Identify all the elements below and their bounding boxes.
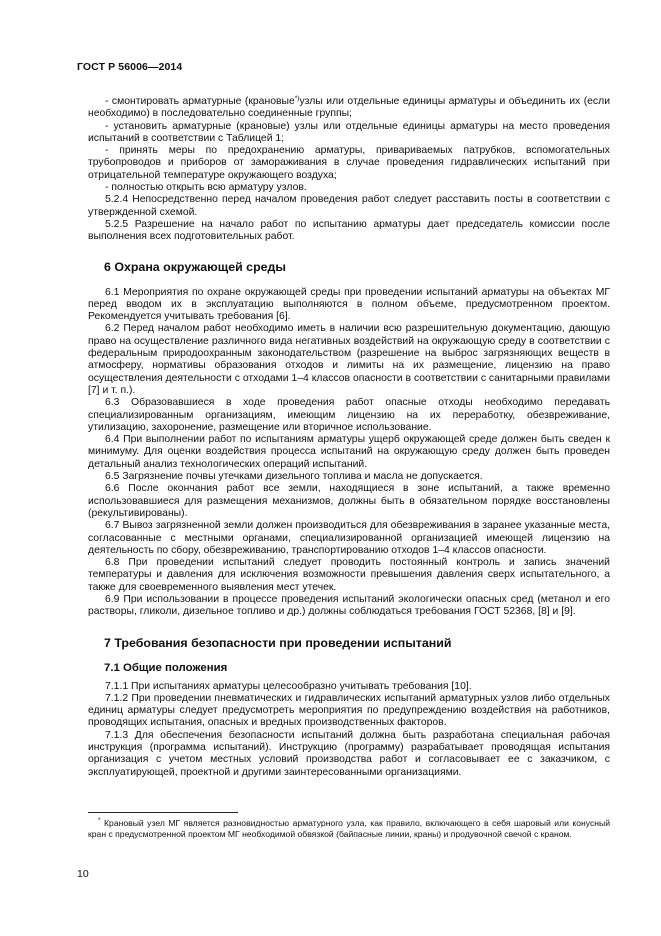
clause-7-1-2: 7.1.2 При проведении пневматических и гидравлических испытаний арматурных узлов либо отдельных единиц арматуры следует предусмотреть мероприятия по предупреждению воздействия на работников, проводящих испытания, опасных и вредных производственных факторов. [88,692,610,729]
clause-6-7: 6.7 Вывоз загрязненной земли должен производиться для обезвреживания в заранее указанные места, согласованные с местными органами, специализированной организацией имеющей лицензию на деятельность по сбору, обезвреживанию, транспортированию отходов 1–4 классов опасности. [88,520,610,556]
footnote-marker: *) [294,95,300,102]
intro-paragraph-2: - установить арматурные (крановые) узлы или отдельные единицы арматуры на место проведения испытаний в соответствии с Таблицей 1; [88,120,610,144]
intro-paragraph-1: - смонтировать арматурные (крановые*)узлы или отдельные единицы арматуры и объединить их (если необходимо) в последовательно соединенные группы; [88,95,610,120]
section-7-title: 7 Требования безопасности при проведении испытаний [104,635,452,650]
footnote [88,818,610,840]
clause-6-4: 6.4 При выполнении работ по испытаниям арматуры ущерб окружающей среде должен быть сведен к минимуму. Для оценки воздействия процесса испытаний на окружающую среду должен быть проведен детальный анализ технологических операций испытаний. [88,434,610,470]
intro-paragraph-3: - принять меры по предохранению арматуры, привариваемых патрубков, вспомогательных трубопроводов и приборов от замораживания в случае проведения гидравлических испытаний при отрицательной температуре окружающего воздуха; [88,145,610,181]
intro-paragraph-4: - полностью открыть всю арматуру узлов. [105,182,307,194]
clause-7-1-3: 7.1.3 Для обеспечения безопасности испытаний должна быть разработана специальная рабочая инструкция (программа испытаний). Инструкцию (программу) разрабатывает проводящая испытания организация с учетом местных условий производства работ и согласовывает ее с заказчиком, с эксплуатирующей, проектной и другими заинтересованными организациями. [88,729,610,778]
section-6-title: 6 Охрана окружающей среды [104,259,286,274]
clause-5-2-4: 5.2.4 Непосредственно перед началом проведения работ следует расставить посты в соответствии с утвержденной схемой. [88,194,610,218]
clause-6-9: 6.9 При использовании в процессе проведения испытаний экологически опасных сред (метанол и его растворы, гликоли, дизельное топливо и др.) должны соблюдаться требования ГОСТ 52368, [8] и [9]. [88,593,610,618]
clause-6-8: 6.8 При проведении испытаний следует проводить постоянный контроль и запись значений температуры и давления для исключения возможности превышения давления сверх испытательного, а также для своевременного выявления мест утечек. [88,557,610,593]
footnote-divider [88,812,238,813]
clause-6-1: 6.1 Мероприятия по охране окружающей среды при проведении испытаний арматуры на объектах МГ перед вводом их в эксплуатацию выполняются в полном объеме, предусмотренном проектом. Рекомендуется учитывать требования [6]. [88,286,610,323]
clause-6-2: 6.2 Перед началом работ необходимо иметь в наличии всю разрешительную документацию, дающую право на осуществление различного вида негативных воздействий на окружающую среду в соответствии с федеральным природоохранным законодательством (разрешение на выброс загрязняющих веществ в атмосферу, нормативы образования отходов и лимиты на их размещение, лицензию на право осуществления деятельности с отходами 1–4 классов опасности в соответствии с санитарными правилами [7] и т. п.). [88,323,610,396]
footnote-mark: * [98,817,101,824]
clause-5-2-5: 5.2.5 Разрешение на начало работ по испытанию арматуры дает председатель комиссии после выполнения всех подготовительных работ. [88,218,610,243]
clause-6-5: 6.5 Загрязнение почвы утечками дизельного топлива и масла не допускается. [105,471,483,483]
clause-7-1-1: 7.1.1 При испытаниях арматуры целесообразно учитывать требования [10]. [105,680,472,692]
document-body [88,96,610,779]
page-number: 10 [77,868,89,880]
clause-6-6: 6.6 После окончания работ все земли, находящиеся в зоне испытаний, а также временно использовавшиеся для размещения механизмов, должны быть в обязательном порядке восстановлены (рекультивированы). [88,483,610,519]
document-header: ГОСТ Р 56006—2014 [77,61,183,73]
clause-6-3: 6.3 Образовавшиеся в ходе проведения работ опасные отходы необходимо передавать специализированным организациям, имеющим лицензию на их переработку, обезвреживание, утилизацию, захоронение, размещение или вторичное использование. [88,397,610,433]
subsection-7-1-title: 7.1 Общие положения [104,661,228,674]
footnote-text: Крановый узел МГ является разновидностью арматурного узла, как правило, включающего в себя шаровый или конусный кран с предусмотренной проектом МГ необходимой обвязкой (байпасные линии, краны) и продувочной свечой с краном. [88,818,610,839]
